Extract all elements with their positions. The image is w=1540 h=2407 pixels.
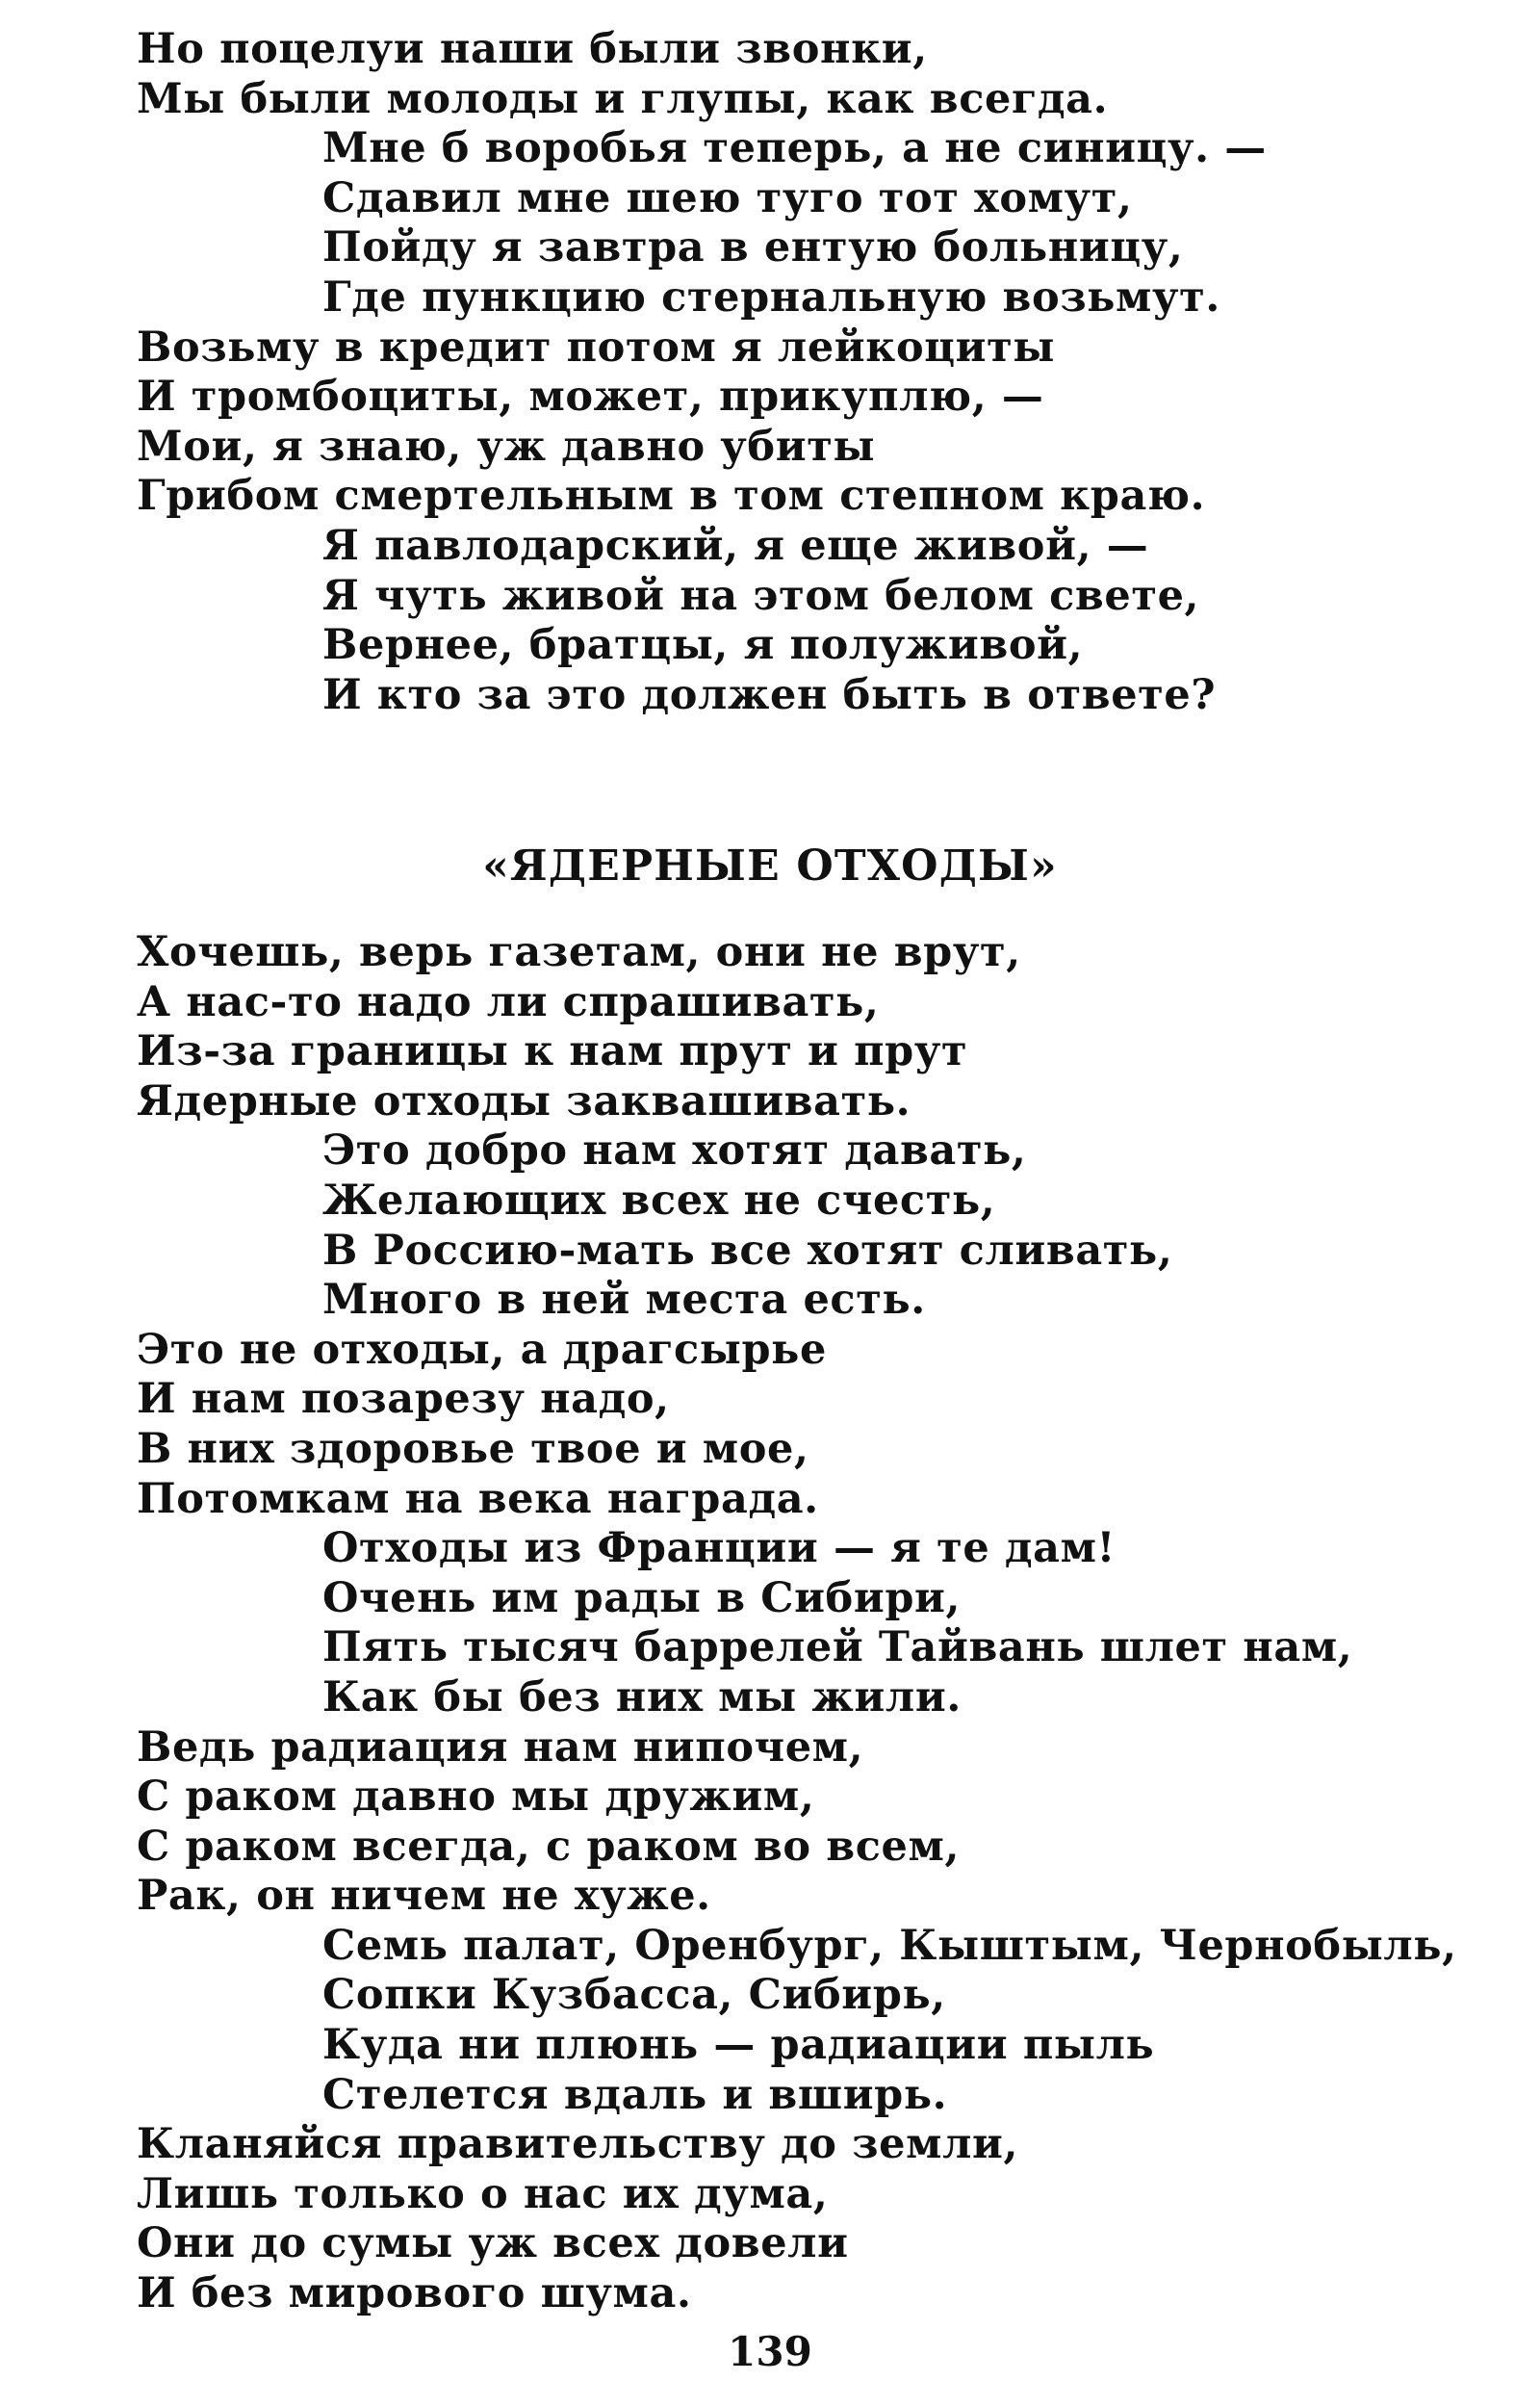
poem-line: Грибом смертельным в том степном краю. [137, 472, 1206, 521]
poem-line: С раком всегда, с раком во всем, [137, 1822, 961, 1871]
poem-line: Отходы из Франции — я те дам! [322, 1524, 1116, 1573]
poem-line: Много в ней места есть. [322, 1276, 926, 1325]
poem-line: Ведь радиация нам нипочем, [137, 1722, 864, 1772]
poem-line: Из-за границы к нам прут и прут [137, 1027, 968, 1076]
poem-line: Желающих всех не счесть, [322, 1176, 996, 1225]
poem-line: А нас-то надо ли спрашивать, [137, 977, 880, 1026]
poem-line: Я павлодарский, я еще живой, — [322, 521, 1149, 570]
poem-line: Лишь только о нас их дума, [137, 2169, 829, 2218]
poem-line: Мои, я знаю, уж давно убиты [137, 422, 876, 471]
poem-line: Вернее, братцы, я полуживой, [322, 621, 1084, 670]
poem-line: Но поцелуи наши были звонки, [137, 25, 928, 73]
poem-line: Мне б воробья теперь, а не синицу. — [322, 124, 1267, 173]
poem-line: Ядерные отходы заквашивать. [137, 1076, 911, 1126]
poem-line: Рак, он ничем не хуже. [137, 1872, 711, 1921]
poem-line: Очень им рады в Сибири, [322, 1573, 962, 1622]
poem-line: Это добро нам хотят давать, [322, 1126, 1027, 1176]
poem-line: Сопки Кузбасса, Сибирь, [322, 1971, 946, 2020]
poem-line: Они до сумы уж всех довели [137, 2219, 849, 2268]
poem-line: И без мирового шума. [137, 2269, 692, 2318]
poem-line: Стелется вдаль и вширь. [322, 2070, 948, 2119]
poem-line: Я чуть живой на этом белом свете, [322, 571, 1200, 620]
poem-line: Где пункцию стернальную возьмут. [322, 272, 1220, 322]
poem-line: Сдавил мне шею туго тот хомут, [322, 173, 1133, 222]
poem-line: И нам позарезу надо, [137, 1375, 670, 1424]
poem-line: Куда ни плюнь — радиации пыль [322, 2021, 1155, 2070]
poem-line: Возьму в кредит потом я лейкоциты [137, 323, 1056, 372]
poem-line: В Россию-мать все хотят сливать, [322, 1226, 1173, 1275]
poem-line: И кто за это должен быть в ответе? [322, 670, 1217, 719]
poem-line: С раком давно мы дружим, [137, 1773, 815, 1822]
poem-line: Пойду я завтра в ентую больницу, [322, 223, 1184, 272]
poem-line: Как бы без них мы жили. [322, 1672, 962, 1721]
poem-line: В них здоровье твое и мое, [137, 1424, 809, 1473]
poem-top-stanza [137, 25, 1388, 720]
page-number: 139 [728, 2328, 812, 2375]
poem-title: «ЯДЕРНЫЕ ОТХОДЫ» [482, 841, 1058, 891]
poem-line: Мы были молоды и глупы, как всегда. [137, 74, 1109, 123]
poem-line: Это не отходы, а драгсырье [137, 1325, 827, 1374]
poem-line: Потомкам на века награда. [137, 1474, 819, 1523]
poem-line: Кланяйся правительству до земли, [137, 2120, 1019, 2169]
poem-line: И тромбоциты, может, прикуплю, — [137, 373, 1044, 422]
poem-line: Семь палат, Оренбург, Кыштым, Чернобыль, [322, 1921, 1457, 1970]
poem-line: Хочешь, верь газетам, они не врут, [137, 928, 1021, 976]
poem-line: Пять тысяч баррелей Тайвань шлет нам, [322, 1623, 1353, 1672]
poem-main-body [137, 928, 1457, 2319]
